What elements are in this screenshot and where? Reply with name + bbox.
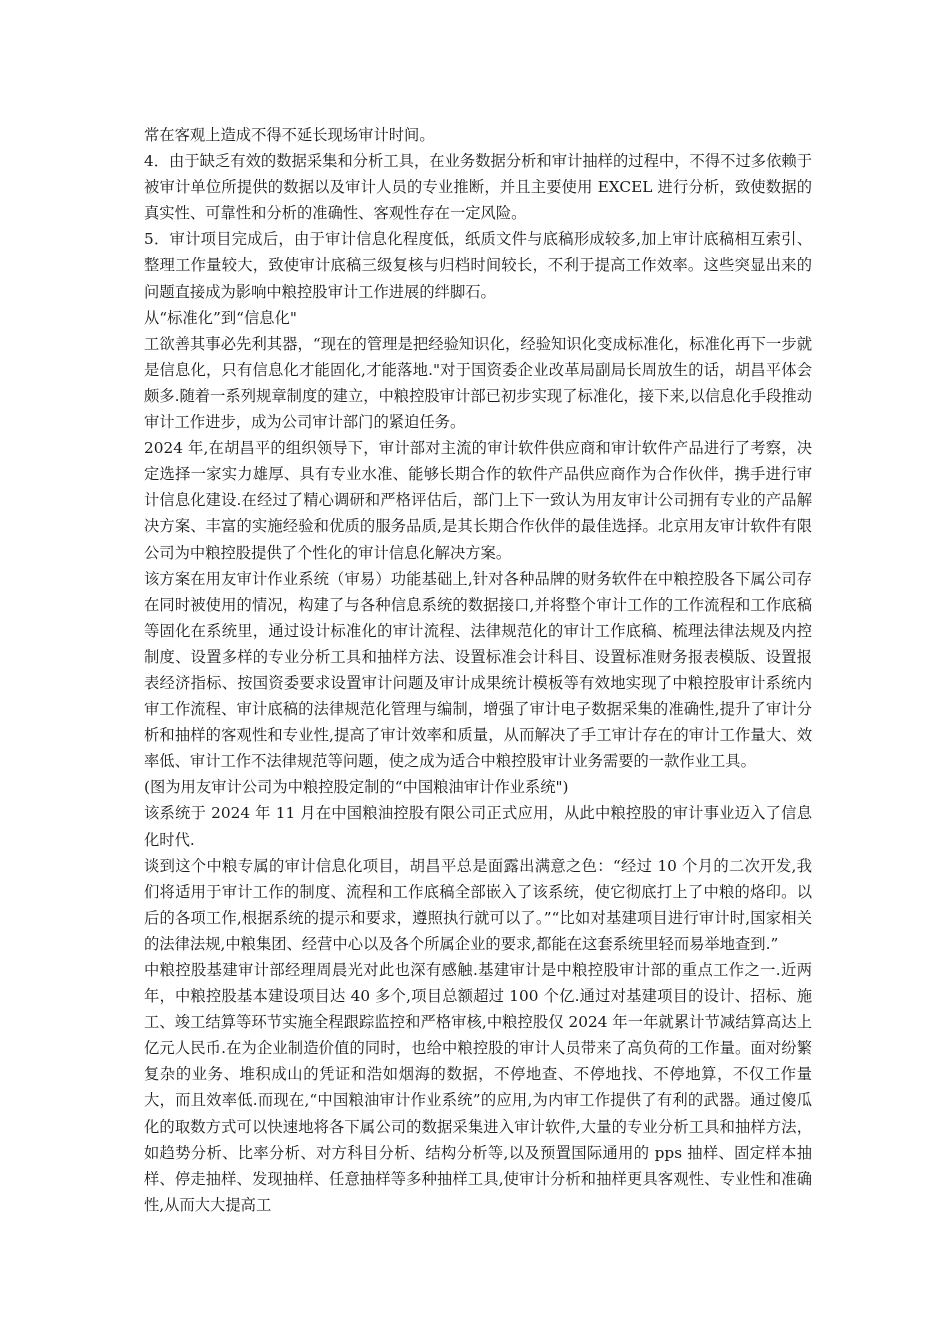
document-body bbox=[144, 122, 812, 1218]
paragraph-system-launch: 该系统于 2024 年 11 月在中国粮油控股有限公司正式应用，从此中粮控股的审计事业迈入了信息化时代. bbox=[144, 804, 812, 849]
paragraph-solution: 该方案在用友审计作业系统（审易）功能基础上,针对各种品牌的财务软件在中粮控股各下属公司存在同时被使用的情况，构建了与各种信息系统的数据接口,并将整个审计工作的工作流程和工作底稿等固化在系统里，通过设计标准化的审计流程、法律规范化的审计工作底稿、梳理法律法规及内控制度、设置多样的专业分析工具和抽样方法、设置标准会计科目、设置标准财务报表模版、设置报表经济指标、按国资委要求设置审计问题及审计成果统计模板等有效地实现了中粮控股审计系统内审工作流程、审计底稿的法律规范化管理与编制，增强了审计电子数据采集的准确性,提升了审计分析和抽样的客观性和专业性,提高了审计效率和质量，从而解决了手工审计存在的审计工作量大、效率低、审计工作不法律规范等问题，使之成为适合中粮控股审计业务需要的一款作业工具。 bbox=[144, 569, 812, 771]
paragraph-hu-quote: 谈到这个中粮专属的审计信息化项目，胡昌平总是面露出满意之色：“经过 10 个月的二次开发,我们将适用于审计工作的制度、流程和工作底稿全部嵌入了该系统，使它彻底打上了中粮的烙印。以后的各项工作,根据系统的提示和要求，遵照执行就可以了。”“比如对基建项目进行审计时,国家相关的法律法规,中粮集团、经营中心以及各个所属企业的要求,都能在这套系统里轻而易举地查到.” bbox=[144, 856, 812, 953]
paragraph-construction-audit: 中粮控股基建审计部经理周晨光对此也深有感触.基建审计是中粮控股审计部的重点工作之一.近两年，中粮控股基本建设项目达 40 多个,项目总额超过 100 个亿.通过对基建项目的设计、招标、施工、竣工结算等环节实施全程跟踪监控和严格审核,中粮控股仅 2024 年一年就累计节减结算高达上亿元人民币.在为企业制造价值的同时，也给中粮控股的审计人员带来了高负荷的工作量。面对纷繁复杂的业务、堆积成山的凭证和浩如烟海的数据，不停地查、不停地找、不停地算，不仅工作量大，而且效率低.而现在,“中国粮油审计作业系统”的应用,为内审工作提供了有利的武器。通过傻瓜化的取数方式可以快速地将各下属公司的数据采集进入审计软件,大量的专业分析工具和抽样方法，如趋势分析、比率分析、对方科目分析、结构分析等,以及预置国际通用的 pps 抽样、固定样本抽样、停走抽样、发现抽样、任意抽样等多种抽样工具,使审计分析和抽样更具客观性、专业性和准确性,从而大大提高工 bbox=[144, 961, 812, 1214]
paragraph-audit-time: 常在客观上造成不得不延长现场审计时间。 bbox=[144, 126, 435, 144]
paragraph-vendor-selection: 2024 年,在胡昌平的组织领导下，审计部对主流的审计软件供应商和审计软件产品进行了考察，决定选择一家实力雄厚、具有专业水准、能够长期合作的软件产品供应商作为合作伙伴，携手进行审计信息化建设.在经过了精心调研和严格评估后，部门上下一致认为用友审计公司拥有专业的产品解决方案、丰富的实施经验和优质的服务品质,是其长期合作伙伴的最佳选择。北京用友审计软件有限公司为中粮控股提供了个性化的审计信息化解决方案。 bbox=[144, 439, 812, 562]
paragraph-item-4: 4．由于缺乏有效的数据采集和分析工具，在业务数据分析和审计抽样的过程中，不得不过多依赖于被审计单位所提供的数据以及审计人员的专业推断，并且主要使用 EXCEL 进行分析，致使数据的真实性、可靠性和分析的准确性、客观性存在一定风险。 bbox=[144, 152, 812, 223]
section-heading: 从“标准化”到“信息化" bbox=[144, 308, 297, 327]
paragraph-informatization-quote: 工欲善其事必先利其器，“现在的管理是把经验知识化，经验知识化变成标准化，标准化再下一步就是信息化，只有信息化才能固化,才能落地."对于国资委企业改革局副局长周放生的话，胡昌平体会颇多.随着一系列规章制度的建立，中粮控股审计部已初步实现了标准化，接下来,以信息化手段推动审计工作进步，成为公司审计部门的紧迫任务。 bbox=[144, 334, 812, 432]
figure-caption: (图为用友审计公司为中粮控股定制的“中国粮油审计作业系统") bbox=[144, 778, 569, 797]
paragraph-item-5: 5．审计项目完成后，由于审计信息化程度低，纸质文件与底稿形成较多,加上审计底稿相互索引、整理工作量较大，致使审计底稿三级复核与归档时间较长，不利于提高工作效率。这些突显出来的问题直接成为影响中粮控股审计工作进展的绊脚石。 bbox=[144, 230, 812, 301]
